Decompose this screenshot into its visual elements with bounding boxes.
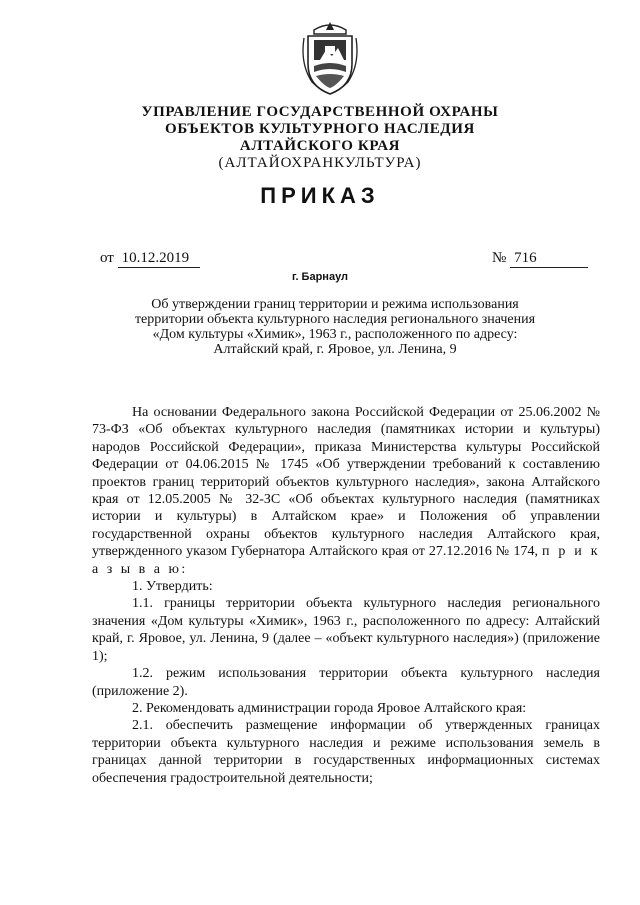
order-body (92, 404, 600, 787)
body-intro-text: На основании Федерального закона Российской Федерации от 25.06.2002 № 73-ФЗ «Об объектах культурного наследия (памятниках истории и культуры) народов Российской Федерации», приказа Министерства культуры Российской Федерации от 04.06.2015 № 1745 «Об утверждении требований к составлению проектов границ территорий объектов культурного наследия», закона Алтайского края от 12.05.2005 № 32-ЗС «Об объектах культурного наследия (памятниках истории и культуры) в Алтайском крае» и Положения об управлении государственной охраны объектов культурного наследия Алтайского края, утвержденного указом Губернатора Алтайского края от 27.12.2016 № 174, (92, 405, 600, 560)
item-1-1: 1.1. границы территории объекта культурного наследия регионального значения «Дом культуры «Химик», 1963 г., расположенного по адресу: Алтайский край, г. Яровое, ул. Ленина, 9 (далее – «объект культурного наследия») (приложение 1); (92, 596, 600, 664)
number-prefix: № (492, 250, 507, 266)
city-label: г. Барнаул (291, 271, 349, 283)
header-abbreviation: (АЛТАЙОХРАНКУЛЬТУРА) (218, 155, 422, 171)
number-block (492, 250, 588, 268)
item-1: 1. Утвердить: (132, 579, 213, 595)
header-line-2: ОБЪЕКТОВ КУЛЬТУРНОГО НАСЛЕДИЯ (165, 121, 475, 137)
date-block (100, 250, 200, 268)
header-line-1-text: УПРАВЛЕНИЕ ГОСУДАРСТВЕННОЙ ОХРАНЫ (141, 104, 499, 120)
date-prefix: от (100, 250, 114, 266)
order-subject: Об утверждении границ территории и режима использования территории объекта культурного наследия регионального значения «Дом культуры «Химик», 1963 г., расположенного по адресу: Алтайский край, г. Яровое, ул. Ленина, 9 (134, 297, 536, 357)
item-2-1: 2.1. обеспечить размещение информации об утвержденных границах территории объекта культурного наследия и режиме использования земель в границах данной территории в государственных информационных системах обеспечения градостроительной деятельности; (92, 718, 600, 786)
document-type-title: ПРИКАЗ (260, 183, 380, 208)
number-value: 716 (510, 250, 588, 268)
coat-of-arms-emblem (300, 20, 360, 98)
date-value: 10.12.2019 (118, 250, 200, 268)
header-line-3: АЛТАЙСКОГО КРАЯ (239, 138, 401, 154)
order-word: п р и к а з ы в а ю: (92, 544, 601, 577)
body-intro (92, 404, 600, 578)
item-2: 2. Рекомендовать администрации города Яровое Алтайского края: (132, 700, 527, 716)
item-1-2: 1.2. режим использования территории объекта культурного наследия (приложение 2). (92, 666, 600, 699)
